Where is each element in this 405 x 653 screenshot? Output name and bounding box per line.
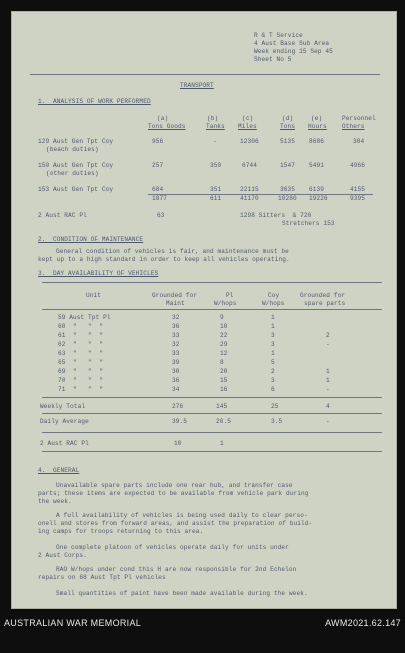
table-cell: 30 <box>172 368 180 375</box>
table-cell: 1 <box>326 377 330 384</box>
col-header-coy: Coy <box>268 292 280 299</box>
table-cell: 22115 <box>240 186 259 193</box>
table-cell: 10 <box>220 323 228 330</box>
table-row-unit: 59 Aust Tpt Pl <box>58 314 111 321</box>
totals-cell: 19226 <box>309 195 328 202</box>
general-paragraph: ing camps for troops returning to this area. <box>38 528 204 535</box>
table-row-unit: 62 " " " <box>58 341 104 348</box>
totals-cell: 611 <box>210 195 222 202</box>
table-row-unit-note: (other duties) <box>46 170 99 177</box>
table-cell: 684 <box>152 186 164 193</box>
general-paragraph: A full availability of vehicles is being used daily to clear perso- <box>56 512 308 519</box>
general-paragraph: 2 Aust Corps. <box>38 552 87 559</box>
col-letter-c: (c) <box>242 115 254 122</box>
totals-cell: 10280 <box>278 195 297 202</box>
table-cell: 9 <box>220 314 224 321</box>
header-line-1: R & T Service <box>254 32 303 39</box>
daily-average-cell: 20.5 <box>216 418 232 425</box>
table-cell: 33 <box>172 350 180 357</box>
table-cell: 2 <box>326 332 330 339</box>
table-cell: 8686 <box>309 138 325 145</box>
table-cell: 36 <box>172 377 180 384</box>
table-cell: 16 <box>220 386 228 393</box>
table-cell: 2 <box>271 368 275 375</box>
header-line-4: Sheet No 5 <box>254 56 292 63</box>
col-letter-b: (b) <box>207 115 219 122</box>
section-2-heading: 2. CONDITION OF MAINTENANCE <box>38 236 144 243</box>
daily-average-cell: - <box>326 418 330 425</box>
col-name-b: Tanks <box>206 123 225 130</box>
average-rule <box>42 432 382 433</box>
document-title: TRANSPORT <box>180 82 214 89</box>
totals-cell: 9395 <box>350 195 366 202</box>
col-header-maint-2: Maint <box>166 300 185 307</box>
general-paragraph: Unavailable spare parts include one rear hub, and transfer case <box>56 482 293 489</box>
table-cell: 5 <box>271 359 275 366</box>
table-row-unit: 2 Aust RAC Pl <box>38 212 87 219</box>
general-paragraph: repairs on 68 Aust Tpt Pl vehicles <box>38 574 166 581</box>
table-cell: - <box>326 341 330 348</box>
weekly-rule-top <box>42 397 382 398</box>
header-line-2: 4 Aust Base Sub Area <box>254 40 330 47</box>
weekly-total-cell: 145 <box>216 403 228 410</box>
table-cell: 5491 <box>309 162 325 169</box>
table-cell: 22 <box>220 332 228 339</box>
table-cell: 6744 <box>242 162 258 169</box>
table-cell: 1 <box>271 314 275 321</box>
table-top-rule <box>42 282 382 283</box>
table-cell: 34 <box>172 386 180 393</box>
table-row-unit: 153 Aust Gen Tpt Coy <box>38 186 114 193</box>
rac-label: 2 Aust RAC Pl <box>40 440 89 447</box>
table-cell: 39 <box>172 359 180 366</box>
table-cell: 8 <box>220 359 224 366</box>
table-cell: 29 <box>220 341 228 348</box>
col-header-pl: Pl <box>226 292 234 299</box>
table-row-unit-note: (beach duties) <box>46 146 99 153</box>
table-cell: 63 <box>157 212 165 219</box>
col-letter-d: (d) <box>282 115 294 122</box>
table-cell: 257 <box>152 162 164 169</box>
col-header-unit: Unit <box>86 292 102 299</box>
table-row-unit: 63 " " " <box>58 350 104 357</box>
totals-cell: 1877 <box>152 195 168 202</box>
table-row-unit: 61 " " " <box>58 332 104 339</box>
rac-cell: 1 <box>220 440 224 447</box>
section-3-heading: 3. DAY AVAILABILITY OF VEHICLES <box>38 270 159 277</box>
weekly-total-cell: 276 <box>172 403 184 410</box>
daily-average-label: Daily Average <box>40 418 89 425</box>
general-paragraph: onell and stores from forward areas, and assist the preparation of build- <box>38 520 313 527</box>
section-4-heading: 4. GENERAL <box>38 467 80 474</box>
table-cell: 36 <box>172 323 180 330</box>
table-row-unit: 70 " " " <box>58 377 104 384</box>
weekly-total-label: Weekly Total <box>40 403 86 410</box>
table-cell: 33 <box>172 332 180 339</box>
table-cell: 32 <box>172 314 180 321</box>
col-name-a: Tons Goods <box>148 123 186 130</box>
table-cell: - <box>326 386 330 393</box>
col-letter-e: (e) <box>311 115 323 122</box>
col-name-c: Miles <box>238 123 257 130</box>
table-bottom-rule <box>42 451 382 452</box>
col-name-e: Hours <box>308 123 327 130</box>
header-rule <box>42 309 382 310</box>
table-cell: 1 <box>271 323 275 330</box>
table-row-unit: 71 " " " <box>58 386 104 393</box>
col-header-spare-2: spare parts <box>304 300 346 307</box>
table-cell: 1 <box>271 350 275 357</box>
table-row-unit: 65 " " " <box>58 359 104 366</box>
top-rule <box>30 74 380 75</box>
col-header-maint: Grounded for <box>152 292 198 299</box>
table-row-unit: 69 " " " <box>58 368 104 375</box>
table-cell: 15 <box>220 377 228 384</box>
col-letter-a: (a) <box>157 115 169 122</box>
table-cell: 956 <box>152 138 164 145</box>
daily-average-cell: 3.5 <box>271 418 283 425</box>
table-cell: Stretchers 153 <box>282 220 335 227</box>
totals-cell: 41170 <box>240 195 259 202</box>
col-name-f: Others <box>342 123 365 130</box>
table-cell: 6 <box>271 386 275 393</box>
table-cell: 12 <box>220 350 228 357</box>
table-cell: 3 <box>271 377 275 384</box>
col-name-d: Tons <box>280 123 296 130</box>
archive-footer <box>0 611 405 653</box>
footer-accession-number: AWM2021.62.147 <box>325 618 401 628</box>
daily-average-cell: 39.5 <box>172 418 188 425</box>
table-cell: 351 <box>210 186 222 193</box>
table-row-unit: 150 Aust Gen Tpt Coy <box>38 162 114 169</box>
section-1-heading: 1. ANALYSIS OF WORK PERFORMED <box>38 98 151 105</box>
table-cell: 304 <box>353 138 365 145</box>
table-row-unit: 129 Aust Gen Tpt Coy <box>38 138 114 145</box>
table-row-unit: 60 " " " <box>58 323 104 330</box>
table-cell: 3635 <box>280 186 296 193</box>
table-cell: 12306 <box>240 138 259 145</box>
weekly-total-cell: 25 <box>271 403 279 410</box>
weekly-total-cell: 4 <box>326 403 330 410</box>
col-letter-f: Personnel <box>342 115 376 122</box>
section-2-text: kept up to a high standard in order to keep all vehicles operating. <box>38 256 290 263</box>
general-paragraph: Small quantities of paint have been made available during the week. <box>56 590 308 597</box>
general-paragraph: RAO W/hops under cond this H are now responsible for 2nd Echelon <box>56 566 297 573</box>
table-cell: 1298 Sitters & 720 <box>240 212 312 219</box>
header-line-3: Week ending 15 Sep 45 <box>254 48 333 55</box>
table-cell: 3 <box>271 341 275 348</box>
totals-rule <box>148 194 373 195</box>
general-paragraph: parts; these items are expected to be available from vehicle park during <box>38 490 309 497</box>
table-cell: 350 <box>210 162 222 169</box>
table-cell: 32 <box>172 341 180 348</box>
col-header-coy-2: W/hops <box>262 300 285 307</box>
general-paragraph: the week. <box>38 498 72 505</box>
weekly-rule <box>42 413 382 414</box>
table-cell: 5135 <box>280 138 296 145</box>
rac-cell: 10 <box>174 440 182 447</box>
table-cell: 1547 <box>280 162 296 169</box>
section-2-text: General condition of vehicles is fair, and maintenance must be <box>56 248 289 255</box>
footer-institution: AUSTRALIAN WAR MEMORIAL <box>4 618 142 628</box>
table-cell: 4155 <box>350 186 366 193</box>
document-page <box>11 11 397 609</box>
table-cell: 6139 <box>309 186 325 193</box>
table-cell: 4966 <box>350 162 366 169</box>
col-header-spare: Grounded for <box>300 292 346 299</box>
col-header-pl-2: W/hops <box>214 300 237 307</box>
table-cell: 20 <box>220 368 228 375</box>
general-paragraph: One complete platoon of vehicles operate daily for units under <box>56 544 289 551</box>
table-cell: 1 <box>326 368 330 375</box>
table-cell: - <box>213 138 217 145</box>
table-cell: 3 <box>271 332 275 339</box>
